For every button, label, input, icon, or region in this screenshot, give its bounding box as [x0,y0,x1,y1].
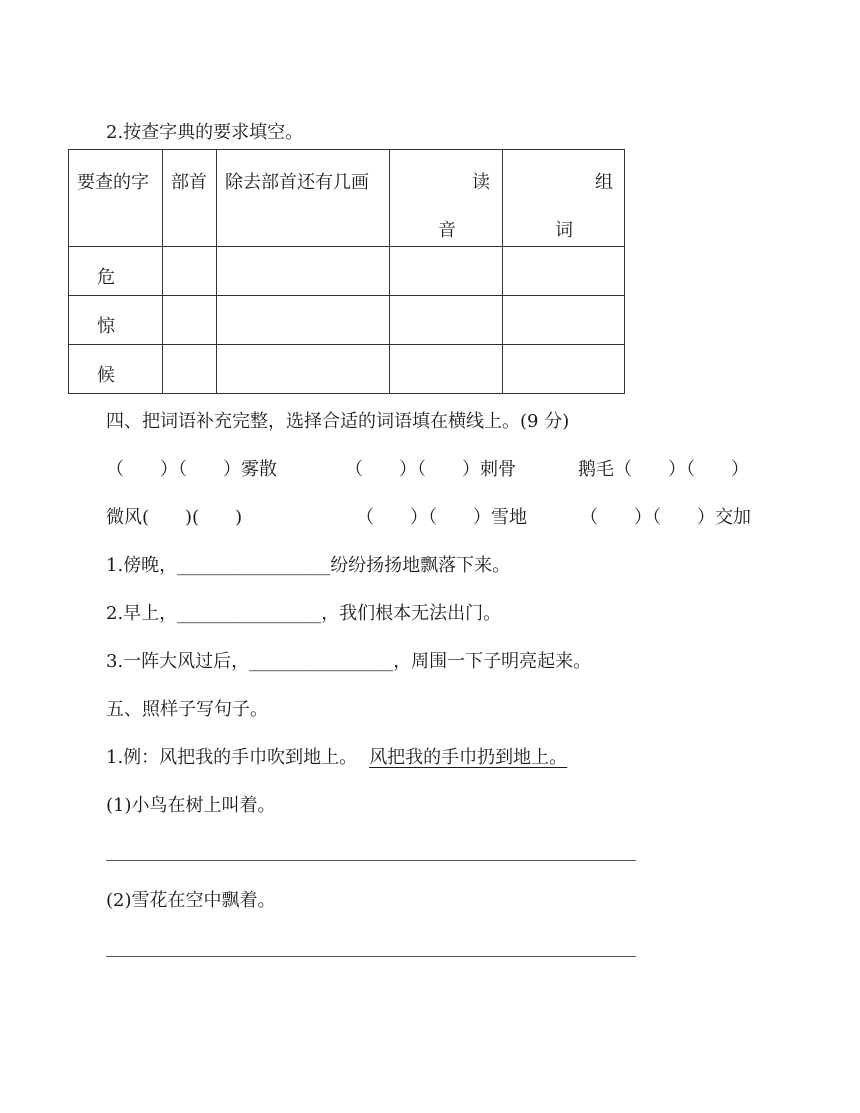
word-blank-1b[interactable]: （ ）（ ）刺骨 [345,459,516,480]
radical-input-cell[interactable] [163,345,217,394]
word-blank-1c[interactable]: 鹅毛（ ）（ ） [578,459,749,480]
header-label-radical: 部首 [171,172,207,193]
sentence-prefix: 2.早上， [106,603,178,624]
table-row [69,345,625,394]
section-5-title: 五、照样子写句子。 [106,699,268,720]
example-label: 1.例：风把我的手巾吹到地上。 [106,747,358,768]
char-cell [69,296,163,345]
header-cell-radical [163,150,217,247]
question-1: (1)小鸟在树上叫着。 [106,795,276,816]
strokes-input-cell[interactable] [217,296,390,345]
header-cell-char [69,150,163,247]
header-cell-pronunciation [390,150,503,247]
section-2-title: 2.按查字典的要求填空。 [106,122,304,143]
header-label-pronunciation-1: 读 [472,172,490,193]
table-header-row [69,150,625,247]
header-label-words-1: 组 [595,172,613,193]
answer-blank[interactable]: _________________ [177,555,331,576]
words-input-cell[interactable] [503,345,625,394]
strokes-input-cell[interactable] [217,345,390,394]
word-blank-2b[interactable]: （ ）（ ）雪地 [356,507,527,528]
char-label: 危 [97,267,115,288]
word-blank-1a[interactable]: （ ）（ ）雾散 [106,459,277,480]
word-blank-2c[interactable]: （ ）（ ）交加 [580,507,751,528]
header-cell-words [503,150,625,247]
strokes-input-cell[interactable] [217,247,390,296]
pronunciation-input-cell[interactable] [390,247,503,296]
sentence-suffix: ，我们根本无法出门。 [321,603,502,624]
dictionary-table [68,149,625,394]
header-label-strokes: 除去部首还有几画 [225,172,369,193]
char-label: 惊 [97,316,115,337]
char-cell [69,345,163,394]
header-label-words-2: 词 [555,220,573,241]
char-cell [69,247,163,296]
fill-sentence-2 [106,605,501,623]
fill-sentence-1 [106,557,510,575]
question-2: (2)雪花在空中飘着。 [106,890,276,911]
sentence-suffix: 纷纷扬扬地飘落下来。 [330,555,511,576]
sentence-suffix: ，周围一下子明亮起来。 [393,651,592,672]
header-label-pronunciation-2: 音 [438,220,456,241]
section-4-title: 四、把词语补充完整，选择合适的词语填在横线上。(9 分) [106,411,570,432]
sentence-prefix: 1.傍晚， [106,555,178,576]
answer-blank[interactable]: ________________ [177,603,322,624]
table-row [69,247,625,296]
header-cell-strokes [217,150,390,247]
words-input-cell[interactable] [503,247,625,296]
header-label-char: 要查的字 [77,172,149,193]
char-label: 候 [97,365,115,386]
words-input-cell[interactable] [503,296,625,345]
radical-input-cell[interactable] [163,296,217,345]
answer-line-1[interactable] [106,860,636,861]
example-answer: 风把我的手巾扔到地上。 [369,747,568,768]
example-sentence [106,749,579,767]
radical-input-cell[interactable] [163,247,217,296]
answer-blank[interactable]: ________________ [249,651,394,672]
pronunciation-input-cell[interactable] [390,345,503,394]
pronunciation-input-cell[interactable] [390,296,503,345]
sentence-prefix: 3.一阵大风过后， [106,651,250,672]
answer-line-2[interactable] [106,956,636,957]
table-row [69,296,625,345]
fill-sentence-3 [106,653,591,671]
word-blank-2a[interactable]: 微风( )( ) [106,507,243,528]
